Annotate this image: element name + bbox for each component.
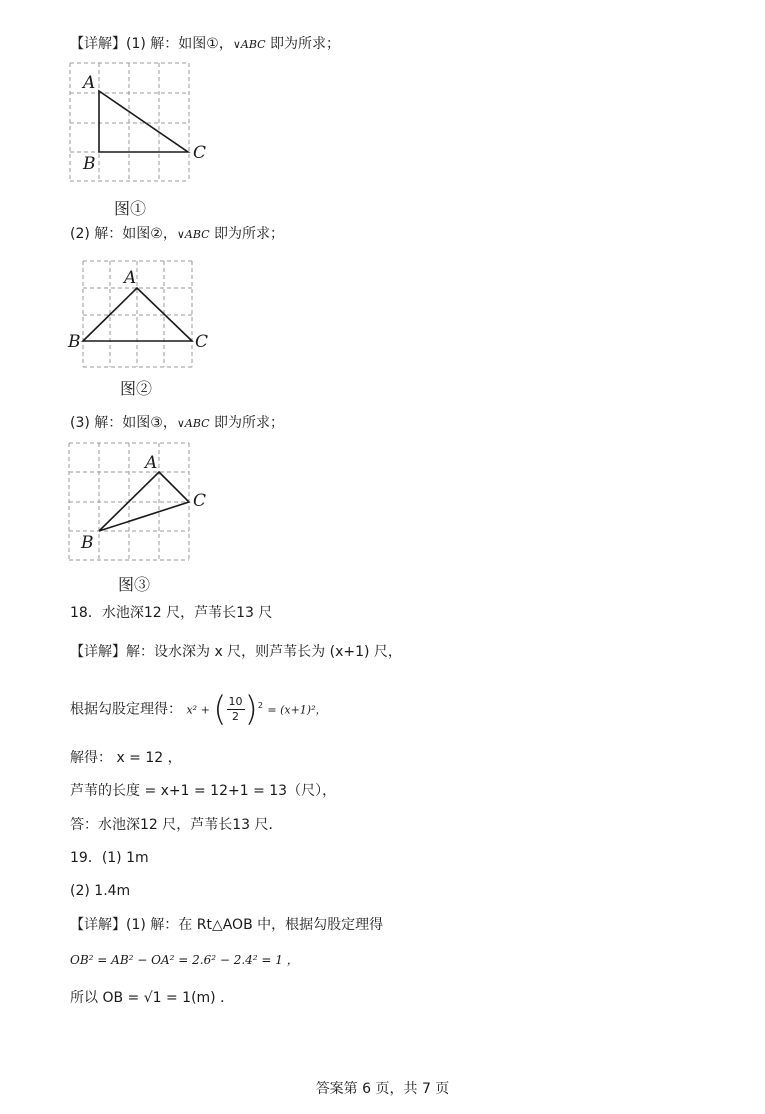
triangle-symbol: ∨ABC bbox=[232, 38, 266, 51]
frac-denominator: 2 bbox=[232, 710, 240, 724]
label-c: C bbox=[193, 491, 207, 511]
label-a: A bbox=[124, 268, 137, 288]
q19-result: 所以 OB = √1 = 1(m) ． bbox=[70, 990, 235, 1006]
q19-equation: OB² = AB² − OA² = 2.6² − 2.4² = 1 ， bbox=[70, 953, 299, 967]
eq-left: x² + bbox=[186, 703, 214, 717]
label-c: C bbox=[193, 143, 207, 163]
fig1-caption: 图① bbox=[114, 199, 147, 218]
fig3-caption: 图③ bbox=[118, 575, 151, 594]
figure-2 bbox=[66, 258, 216, 373]
q17-part3-line bbox=[70, 413, 284, 434]
q18-answer: 18．水池深12 尺，芦苇长13 尺 bbox=[70, 605, 273, 621]
label-a: A bbox=[83, 73, 96, 93]
triangle-symbol: ∨ABC bbox=[176, 417, 210, 430]
q18-detail: 【详解】解：设水深为 x 尺，则芦苇长为 (x+1) 尺， bbox=[70, 644, 402, 660]
q18-solve: 解得： x = 12 ， bbox=[70, 750, 182, 766]
q19-answer-1: 19．(1) 1m bbox=[70, 850, 149, 866]
label-b: B bbox=[68, 332, 81, 352]
triangle-abc-1 bbox=[99, 91, 188, 152]
q17-part1-intro: 【详解】(1) 解：如图①， bbox=[70, 36, 233, 52]
frac-numerator: 10 bbox=[228, 695, 243, 709]
page-footer: 答案第 6 页，共 7 页 bbox=[315, 1081, 450, 1097]
q18-equation: 根据勾股定理得： x² + ( $\frac{10}{2}$ )$^2$ = (x+1)²， bbox=[70, 689, 327, 730]
q17-part3-intro: (3) 解：如图③， bbox=[70, 415, 177, 431]
fig2-caption: 图② bbox=[120, 379, 153, 398]
q17-part2-intro: (2) 解：如图②， bbox=[70, 226, 177, 242]
triangle-symbol: ∨ABC bbox=[176, 228, 210, 241]
q17-part1-line bbox=[70, 34, 340, 55]
label-b: B bbox=[81, 533, 94, 553]
q18-conclusion: 答：水池深12 尺，芦苇长13 尺． bbox=[70, 817, 283, 833]
q19-detail: 【详解】(1) 解：在 Rt△AOB 中，根据勾股定理得 bbox=[70, 917, 384, 933]
q17-suffix: 即为所求； bbox=[265, 36, 340, 52]
eq-prefix: 根据勾股定理得： bbox=[70, 701, 182, 718]
q17-part2-line bbox=[70, 224, 284, 245]
q17-suffix: 即为所求； bbox=[209, 415, 284, 431]
q18-length: 芦苇的长度 = x+1 = 12+1 = 13（尺）， bbox=[70, 783, 337, 799]
q17-suffix: 即为所求； bbox=[209, 226, 284, 242]
q19-answer-2: (2) 1.4m bbox=[70, 883, 131, 899]
figure-1 bbox=[66, 60, 216, 185]
label-b: B bbox=[83, 154, 96, 174]
label-c: C bbox=[195, 332, 209, 352]
fraction bbox=[227, 695, 245, 724]
figure-3 bbox=[66, 440, 216, 565]
label-a: A bbox=[145, 453, 158, 473]
eq-right: = (x+1)²， bbox=[267, 703, 327, 717]
